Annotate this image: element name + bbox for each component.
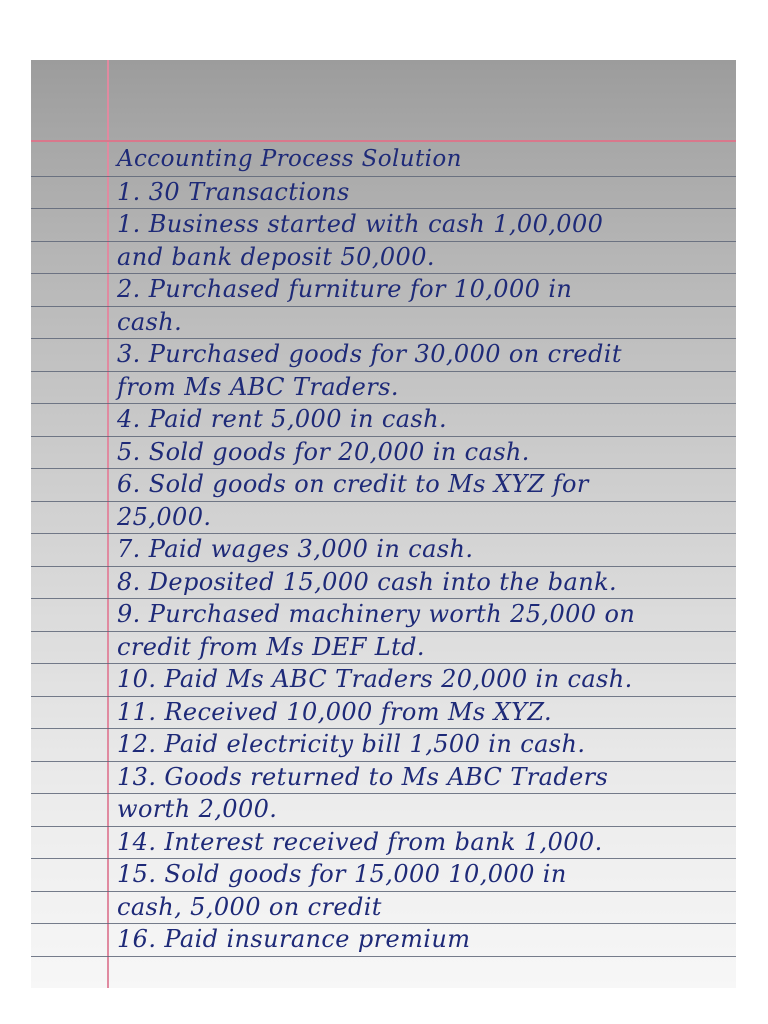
note-line: 25,000. bbox=[117, 502, 212, 531]
ruled-line bbox=[31, 371, 736, 372]
note-line: 15. Sold goods for 15,000 10,000 in bbox=[117, 860, 567, 888]
ruled-line bbox=[31, 208, 736, 209]
ruled-line bbox=[31, 241, 736, 242]
note-line: 13. Goods returned to Ms ABC Traders bbox=[117, 762, 609, 791]
note-line: 6. Sold goods on credit to Ms XYZ for bbox=[117, 470, 589, 498]
ruled-line bbox=[31, 891, 736, 892]
ruled-line bbox=[31, 273, 736, 274]
ruled-line bbox=[31, 858, 736, 859]
ruled-line bbox=[31, 501, 736, 502]
ruled-line bbox=[31, 338, 736, 339]
ruled-line bbox=[31, 956, 736, 957]
ruled-line bbox=[31, 793, 736, 794]
ruled-line bbox=[31, 403, 736, 404]
note-line: 1. 30 Transactions bbox=[117, 177, 350, 206]
ruled-line bbox=[31, 468, 736, 469]
ruled-line bbox=[31, 761, 736, 762]
note-line: 2. Purchased furniture for 10,000 in bbox=[117, 275, 573, 303]
note-line: 1. Business started with cash 1,00,000 bbox=[117, 210, 604, 238]
note-line: credit from Ms DEF Ltd. bbox=[117, 632, 425, 661]
handwritten-text bbox=[117, 143, 733, 956]
note-line: 14. Interest received from bank 1,000. bbox=[117, 827, 603, 856]
note-line: from Ms ABC Traders. bbox=[117, 372, 399, 401]
note-line: and bank deposit 50,000. bbox=[117, 242, 435, 271]
note-line: 12. Paid electricity bill 1,500 in cash. bbox=[117, 730, 586, 758]
ruled-line bbox=[31, 728, 736, 729]
note-line: 11. Received 10,000 from Ms XYZ. bbox=[117, 697, 553, 726]
note-line: cash, 5,000 on credit bbox=[117, 892, 382, 921]
note-line: worth 2,000. bbox=[117, 795, 278, 823]
margin-line bbox=[107, 60, 109, 988]
note-line: 4. Paid rent 5,000 in cash. bbox=[117, 405, 448, 433]
note-line: 8. Deposited 15,000 cash into the bank. bbox=[117, 567, 618, 596]
ruled-line bbox=[31, 533, 736, 534]
note-line: 5. Sold goods for 20,000 in cash. bbox=[117, 437, 530, 466]
ruled-line bbox=[31, 436, 736, 437]
ruled-line bbox=[31, 923, 736, 924]
note-line: 3. Purchased goods for 30,000 on credit bbox=[117, 340, 622, 368]
note-line: 16. Paid insurance premium bbox=[117, 925, 471, 953]
note-line: 10. Paid Ms ABC Traders 20,000 in cash. bbox=[117, 665, 633, 693]
ruled-line bbox=[31, 176, 736, 177]
note-title: Accounting Process Solution bbox=[117, 146, 462, 172]
ruled-line bbox=[31, 306, 736, 307]
ruled-line bbox=[31, 631, 736, 632]
note-line: 9. Purchased machinery worth 25,000 on bbox=[117, 600, 636, 628]
ruled-line bbox=[31, 826, 736, 827]
note-line: 7. Paid wages 3,000 in cash. bbox=[117, 535, 474, 563]
note-line: cash. bbox=[117, 307, 183, 336]
header-rule bbox=[31, 140, 736, 142]
notebook-page bbox=[31, 60, 736, 988]
ruled-line bbox=[31, 598, 736, 599]
ruled-line bbox=[31, 663, 736, 664]
ruled-line bbox=[31, 696, 736, 697]
ruled-line bbox=[31, 566, 736, 567]
